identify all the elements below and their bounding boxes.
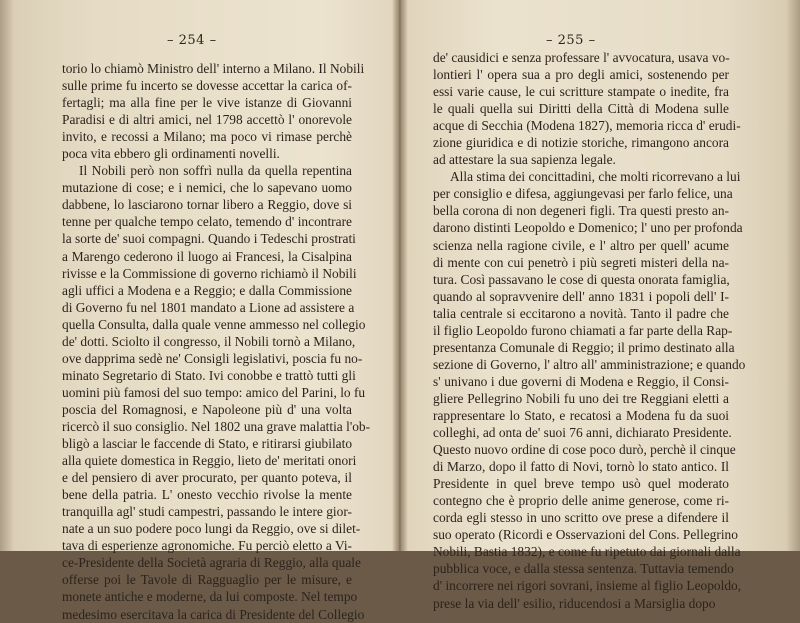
text-line: scienza nella ragione civile, e l' altro per quell' acume [433,237,729,253]
text-line: bligò a lasciar le faccende di Stato, e ritirarsi giubilato [62,436,353,452]
text-line: bella corona di non degeneri figli. Tra questi presto an- [433,203,729,219]
text-line: sulle prime fu incerto se dovesse accettar la carica of- [62,78,352,94]
text-line: suo operato (Ricordi e Osservazioni del Cons. Pellegrino [433,527,738,543]
text-line: lontieri l' opera sua a pro degli amici, sostenendo per [433,67,729,83]
text-line: e del pensiero di aver procurato, per quanto poteva, il [62,470,352,486]
text-line: ove dapprima sedè ne' Consigli legislativi, poscia fu no- [62,350,363,366]
text-line: monete antiche e moderne, da lui composte. Nel tempo [62,589,358,605]
text-line: tura. Così passavano le cose di questa onorata famiglia, [433,271,730,287]
text-line: a Marengo cederono il luogo ai Francesi, la Cisalpina [62,248,352,264]
text-line: di mente con cui penetrò i più segreti misteri della na- [433,254,729,270]
text-line: torio lo chiamò Ministro dell' interno a Milano. Il Nobili [62,61,365,76]
text-line: colleghi, ad onta de' suoi 76 anni, dichiarato Presidente. [433,425,732,441]
text-line: invito, e recossi a Milano; ma poco vi rimase perchè [62,129,352,145]
text-line: Presidente in quel breve tempo usò quel moderato [433,476,729,492]
text-line: de' dotti. Sciolto il congresso, il Nobili tornò a Milano, [62,333,356,349]
text-line: fertagli; ma alla fine per le vive istanze di Giovanni [62,95,352,111]
text-line: dabbene, lo lasciarono tornar libero a Reggio, dove si [62,197,352,213]
text-line: ce-Presidente della Società agraria di Reggio, alla quale [62,555,361,571]
text-line: quando al sopravvenire dell' anno 1831 i popoli dell' I- [433,288,729,304]
text-line: gliere Pellegrino Nobili fu uno dei tre Reggiani eletti a [433,390,729,406]
text-line: Il Nobili però non soffrì nulla da quella repentina [79,163,352,179]
text-line: di Governo fu nel 1801 mandato a Lione ad assistere a [62,299,355,315]
right-page-body [433,49,746,612]
text-line: essi varie cause, le cui scritture stampate o inedite, fra [433,84,729,100]
text-line: s' univano i due governi di Modena e Reggio, il Consi- [433,373,729,389]
text-line: Paradisi e di altri amici, nel 1798 accettò l' onorevole [62,112,352,128]
text-line: zione giuridica e di notizie storiche, rimangono ancora [433,135,729,151]
text-line: alla quiete domestica in Reggio, lieto de' meritati onori [62,453,357,469]
text-line: d' incorrere nei rigori sovrani, insieme al figlio Leopoldo, [433,578,742,594]
text-line: offerse poi le Tavole di Ragguaglio per le misure, e [62,572,352,588]
text-line: mutazione di cose; e i nemici, che lo sapevano uomo [62,180,352,196]
text-line: minato Segretario di Stato. Ivi conobbe e trattò tutti gli [62,367,356,383]
text-line: contegno che è proprio delle anime generose, come ri- [433,493,729,509]
text-line: rivisse e la Commissione di governo richiamò il Nobili [62,265,357,281]
text-line: il figlio Leopoldo furono chiamati a far parte della Rap- [433,322,733,338]
left-page-body [62,60,371,623]
text-line: Questo nuovo ordine di cose poco durò, perchè il cinque [433,442,736,458]
text-line: darono distinti Leopoldo e Domenico; l' uno per profonda [433,220,743,236]
text-line: di Marzo, dopo il fatto di Novi, tornò lo stato antico. Il [433,459,729,475]
left-page [0,0,397,622]
text-line: quella Consulta, dalla quale venne ammesso nel collegio [62,316,366,332]
text-line: corda egli stesso in uno scritto ove prese a difendere il [433,510,729,526]
text-line: Nobili, Bastia 1832), e come fu ripetuto dai giornali dalla [433,544,741,560]
text-line: ad attestare la sua sapienza legale. [433,152,616,168]
text-line: tenne per qualche tempo celato, temendo d' incontrare [62,214,352,230]
text-line: de' causidici e senza professare l' avvocatura, usava vo- [433,50,730,65]
text-line: sezione di Governo, l' altro all' amministrazione; e quando [433,356,746,372]
text-line: prese la via dell' esilio, riducendosi a Marsiglia dopo [433,595,716,611]
text-line: la sorte de' suoi compagni. Quando i Tedeschi prostrati [62,231,356,247]
text-line: tranquilla agl' studi campestri, passando le intere gior- [62,504,352,520]
text-line: tava di esperienze agronomiche. Fu perciò eletto a Vi- [62,538,352,554]
text-line: ricercò il suo consiglio. Nel 1802 una grave malattia l'ob- [62,418,371,434]
text-line: medesimo esercitava la carica di Presidente del Collegio [62,606,365,622]
text-line: poca vita ebbero gli ordinamenti novelli. [62,146,280,162]
text-line: poscia del Romagnosi, e Napoleone più d' una volta [62,401,352,417]
text-line: le quali quella sui Diritti della Città di Modena sulle [433,101,729,117]
text-line: nate a un suo podere poco lungi da Reggio, ove si dilet- [62,521,361,537]
text-line: talia centrale si eccitarono a novità. Tanto il padre che [433,305,729,321]
right-page [403,0,800,611]
text-line: rappresentare lo Stato, e recatosi a Modena fu da suoi [433,407,729,423]
left-page-number: – 254 – [167,33,217,48]
text-line: per consiglio e difesa, aggiungevasi per farlo felice, una [433,186,733,202]
text-line: pubblica voce, e dalla stessa sentenza. Tuttavia temendo [433,561,734,577]
right-page-number: – 255 – [546,33,596,48]
text-line: acque di Secchia (Modena 1827), memoria ricca d' erudi- [433,118,741,134]
text-line: uomini più famosi del suo tempo: amico del Parini, lo fu [62,384,366,400]
text-line: Alla stima dei concittadini, che molti ricorrevano a lui [450,169,741,185]
text-line: presentanza Comunale di Reggio; il primo destinato alla [433,339,735,355]
text-line: agli uffici a Modena e a Reggio; e dalla Commissione [62,282,352,298]
text-line: bene della patria. L' onesto vecchio rivolse la mente [62,487,352,503]
